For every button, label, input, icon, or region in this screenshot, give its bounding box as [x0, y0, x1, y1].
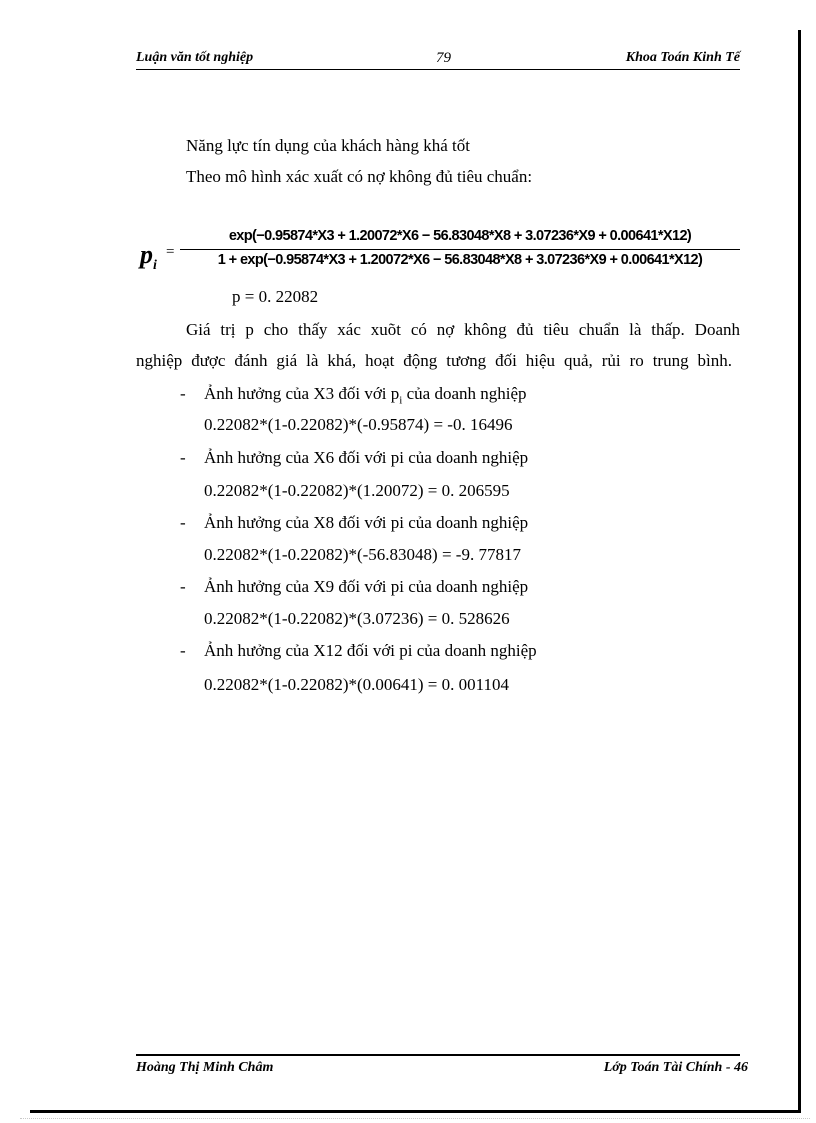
- list-item-calc: 0.22082*(1-0.22082)*(-56.83048) = -9. 77817: [204, 545, 521, 564]
- paragraph-line-2: nghiệp được đánh giá là khá, hoạt động tương đối hiệu quả, rủi ro trung bình.: [136, 351, 732, 370]
- list-item-calc: 0.22082*(1-0.22082)*(0.00641) = 0. 001104: [204, 675, 510, 694]
- list-item-calc: 0.22082*(1-0.22082)*(3.07236) = 0. 528626: [204, 609, 510, 628]
- list-item-title: Ảnh hưởng của X8 đối với pi của doanh nghiệp: [204, 513, 529, 532]
- footer-class: Lớp Toán Tài Chính - 46: [603, 1060, 748, 1075]
- page-shadow-right: [798, 30, 801, 1113]
- formula-equals: =: [166, 244, 175, 260]
- formula-denominator: 1 + exp(−0.95874*X3 + 1.20072*X6 − 56.83048*X8 + 3.07236*X9 + 0.00641*X12): [217, 252, 703, 268]
- page-header: [136, 50, 740, 68]
- page-footer: [136, 1060, 748, 1078]
- list-item-dash: -: [180, 384, 186, 403]
- probability-formula: [140, 228, 740, 278]
- header-faculty: Khoa Toán Kinh Tế: [625, 50, 740, 65]
- header-rule: [136, 69, 740, 70]
- list-item-dash: -: [180, 577, 186, 596]
- list-item-title: Ảnh hưởng của X9 đối với pi của doanh nghiệp: [204, 577, 529, 596]
- list-item-calc: 0.22082*(1-0.22082)*(1.20072) = 0. 206595: [204, 481, 510, 500]
- page-bottom-dotted-line: [20, 1118, 810, 1119]
- formula-fraction-bar: [180, 249, 740, 250]
- list-item-calc: 0.22082*(1-0.22082)*(-0.95874) = -0. 16496: [204, 415, 513, 434]
- header-page-number: 79: [436, 50, 451, 66]
- text-line-model: Theo mô hình xác xuất có nợ không đủ tiêu chuẩn:: [186, 167, 533, 186]
- list-item-dash: -: [180, 448, 186, 467]
- list-item-title: Ảnh hưởng của X12 đối với pi của doanh nghiệp: [204, 641, 537, 660]
- header-thesis-title: Luận văn tốt nghiệp: [136, 50, 254, 65]
- formula-lhs: $p_i$: [140, 240, 157, 274]
- footer-rule: [136, 1054, 740, 1056]
- list-item-dash: -: [180, 513, 186, 532]
- list-item-title: Ảnh hưởng của X3 đối với $p_i$ của doanh nghiệp: [204, 384, 527, 407]
- list-item-title: Ảnh hưởng của X6 đối với pi của doanh nghiệp: [204, 448, 529, 467]
- paragraph-line-1: Giá trị p cho thấy xác xuõt có nợ không đủ tiêu chuẩn là thấp. Doanh: [186, 320, 740, 339]
- footer-author: Hoàng Thị Minh Châm: [136, 1060, 274, 1075]
- list-item-dash: -: [180, 641, 186, 660]
- text-line-credit: Năng lực tín dụng của khách hàng khá tốt: [186, 136, 470, 155]
- page-shadow-bottom: [30, 1110, 801, 1113]
- formula-numerator: exp(−0.95874*X3 + 1.20072*X6 − 56.83048*X8 + 3.07236*X9 + 0.00641*X12): [228, 228, 692, 244]
- p-value-line: p = 0. 22082: [232, 287, 319, 306]
